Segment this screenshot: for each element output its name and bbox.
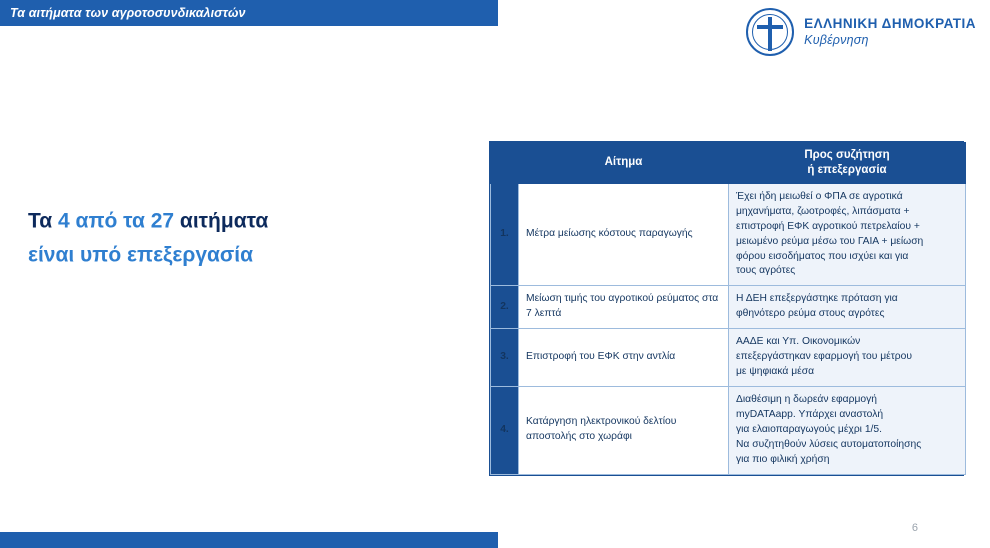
status-line: Διαθέσιμη η δωρεάν εφαρμογή: [736, 394, 877, 406]
row-status: [729, 387, 966, 475]
column-header-number: [491, 143, 519, 184]
page-number: 6: [911, 522, 918, 534]
table-header-row: [491, 143, 966, 184]
headline-line-1: [28, 204, 268, 238]
row-number: 2.: [491, 286, 519, 329]
headline: [28, 204, 268, 271]
government-logo: [746, 8, 976, 56]
row-number: 1.: [491, 183, 519, 286]
status-line: για πιο φιλική χρήση: [736, 453, 830, 465]
row-number: 3.: [491, 329, 519, 387]
emblem-inner-ring: [752, 14, 788, 50]
row-request: Επιστροφή του ΕΦΚ στην αντλία: [519, 329, 729, 387]
status-line: myDATAapp. Υπάρχει αναστολή: [736, 408, 884, 420]
headline-line-1-part-c: αιτήματα: [174, 209, 269, 233]
table-row: [491, 387, 966, 475]
status-line: για ελαιοπαραγωγούς μέχρι 1/5.: [736, 423, 883, 435]
headline-line-2: είναι υπό επεξεργασία: [28, 243, 254, 266]
government-logo-text: [804, 16, 976, 49]
government-subtitle: Κυβέρνηση: [804, 32, 869, 47]
column-header-request: Αίτημα: [519, 143, 729, 184]
table-row: [491, 183, 966, 286]
status-line: Να συζητηθούν λύσεις αυτοματοποίησης: [736, 438, 922, 450]
status-line: τους αγρότες: [736, 265, 796, 277]
status-line: επεξεργάστηκαν εφαρμογή του μέτρου: [736, 351, 912, 363]
row-request: Κατάργηση ηλεκτρονικού δελτίου αποστολής στο χωράφι: [519, 387, 729, 475]
requests-table-container: [489, 141, 964, 476]
row-number: 4.: [491, 387, 519, 475]
status-line: Η ΔΕΗ επεξεργάστηκε πρόταση για: [736, 293, 898, 305]
requests-table: [490, 142, 966, 475]
status-line: φθηνότερο ρεύμα στους αγρότες: [736, 308, 885, 320]
column-header-status-line1: Προς συζήτηση: [804, 149, 890, 161]
column-header-status: [729, 143, 966, 184]
slide-bottom-bar: [0, 532, 498, 548]
row-status: [729, 183, 966, 286]
status-line: επιστροφή ΕΦΚ αγροτικού πετρελαίου +: [736, 220, 920, 232]
table-row: [491, 329, 966, 387]
column-header-status-line2: ή επεξεργασία: [807, 163, 887, 176]
headline-highlight: 4 από τα 27: [58, 209, 175, 233]
row-request: Μέτρα μείωσης κόστους παραγωγής: [519, 183, 729, 286]
table-row: [491, 286, 966, 329]
status-line: ΑΑΔΕ και Υπ. Οικονομικών: [736, 336, 861, 348]
greek-coat-of-arms-icon: [746, 8, 794, 56]
row-status: [729, 329, 966, 387]
government-name: ΕΛΛΗΝΙΚΗ ΔΗΜΟΚΡΑΤΙΑ: [804, 15, 976, 31]
slide-title-bar: [0, 0, 498, 26]
row-status: [729, 286, 966, 329]
status-line: μηχανήματα, ζωοτροφές, λιπάσματα +: [736, 205, 910, 217]
status-line: Έχει ήδη μειωθεί ο ΦΠΑ σε αγροτικά: [736, 190, 903, 202]
row-request: Μείωση τιμής του αγροτικού ρεύματος στα 7 λεπτά: [519, 286, 729, 329]
page-title: Τα αιτήματα των αγροτοσυνδικαλιστών: [10, 6, 246, 20]
status-line: μειωμένο ρεύμα μέσω του ΓΑΙΑ + μείωση: [736, 235, 924, 247]
status-line: φόρου εισοδήματος που ισχύει και για: [736, 250, 909, 262]
status-line: με ψηφιακά μέσα: [736, 366, 815, 378]
headline-line-1-part-a: Τα: [28, 209, 59, 233]
